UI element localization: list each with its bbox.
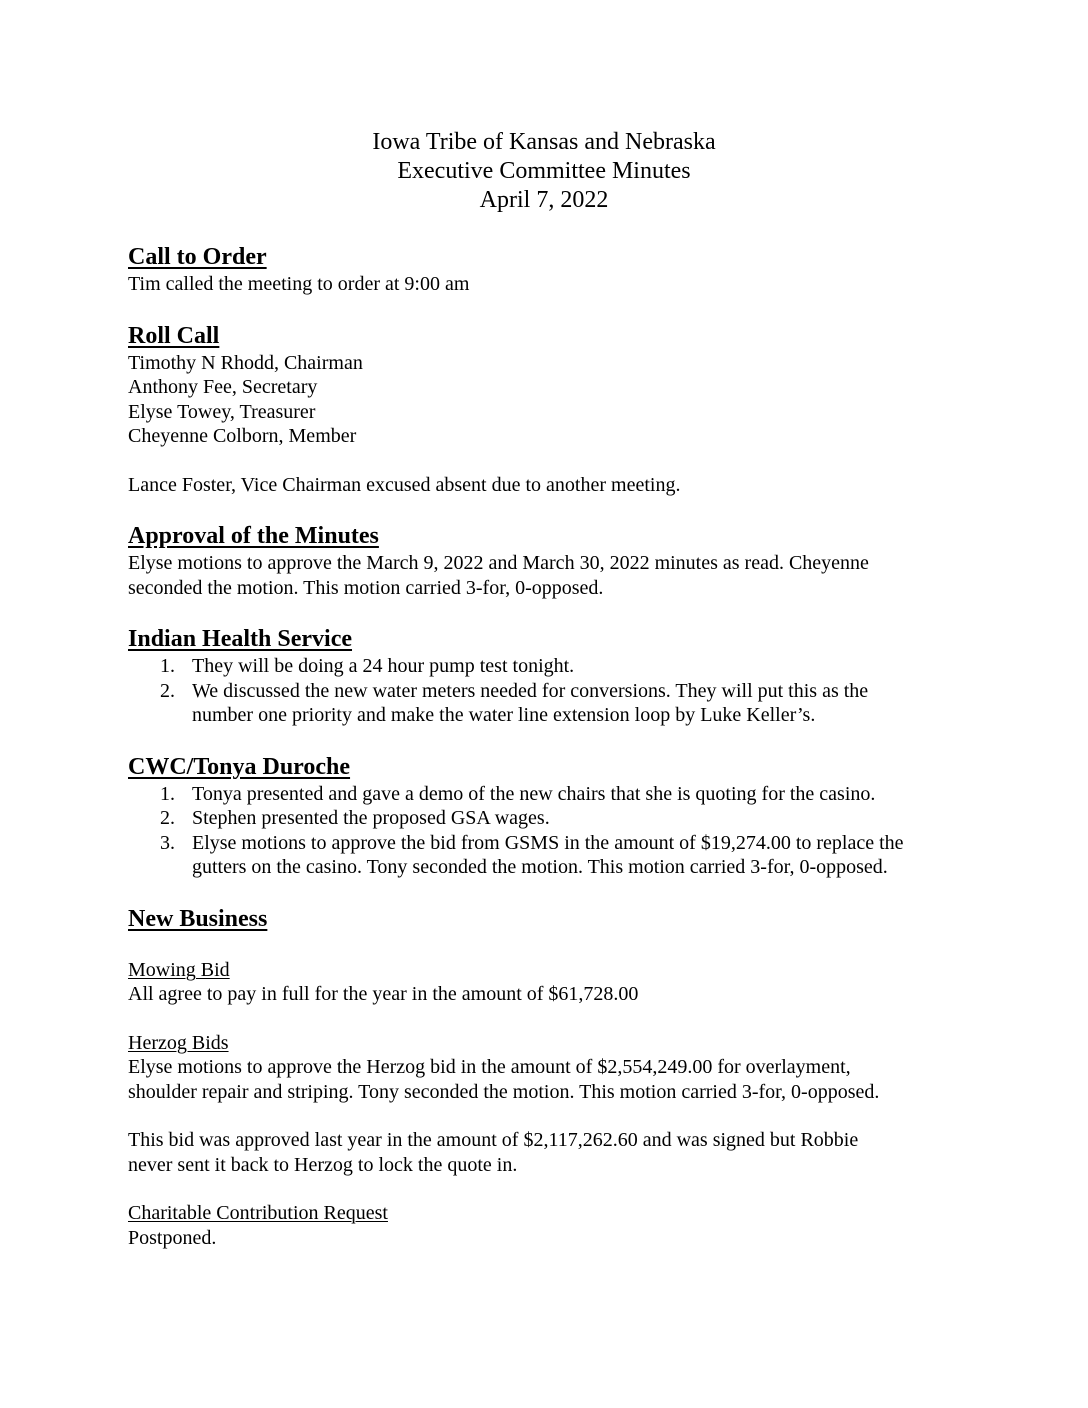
list-item-number: 1. (160, 782, 175, 805)
organization-name: Iowa Tribe of Kansas and Nebraska (372, 129, 716, 155)
roll-call-member: Elyse Towey, Treasurer (128, 400, 316, 423)
list-item (128, 679, 968, 728)
list-item (128, 654, 968, 679)
list-item-text: We discussed the new water meters needed for conversions. They will put this as the (192, 679, 869, 702)
document-title: Executive Committee Minutes (397, 158, 691, 184)
approval-text-line: Elyse motions to approve the March 9, 2022 and March 30, 2022 minutes as read. Cheyenne (128, 552, 869, 574)
herzog-bids-note-line: This bid was approved last year in the amount of $2,117,262.60 and was signed but Robbie (128, 1129, 859, 1151)
list-item-number: 1. (160, 655, 175, 677)
document-header (0, 128, 1088, 215)
roll-call-heading: Roll Call (128, 322, 220, 349)
herzog-bids-subheading: Herzog Bids (128, 1031, 229, 1054)
mowing-bid-text: All agree to pay in full for the year in the amount of $61,728.00 (128, 983, 639, 1005)
herzog-bids-text-line: Elyse motions to approve the Herzog bid in the amount of $2,554,249.00 for overlayment, (128, 1056, 851, 1078)
cwc-heading: CWC/Tonya Duroche (128, 753, 351, 780)
list-item-text: They will be doing a 24 hour pump test tonight. (192, 655, 575, 677)
call-to-order-heading: Call to Order (128, 244, 267, 270)
mowing-bid-subheading: Mowing Bid (128, 958, 230, 981)
list-item-number: 3. (160, 831, 175, 854)
list-item-number: 2. (160, 679, 175, 702)
herzog-bids-text-line: shoulder repair and striping. Tony seconded the motion. This motion carried 3-for, 0-opposed. (128, 1080, 880, 1103)
list-item-number: 2. (160, 807, 175, 829)
charitable-request-text: Postponed. (128, 1226, 217, 1249)
call-to-order-text: Tim called the meeting to order at 9:00 am (128, 273, 470, 295)
cwc-list (128, 782, 968, 880)
minutes-body (128, 242, 968, 1250)
approval-heading: Approval of the Minutes (128, 523, 379, 549)
list-item (128, 831, 968, 880)
list-item-text: gutters on the casino. Tony seconded the motion. This motion carried 3-for, 0-opposed. (192, 856, 888, 878)
new-business-heading: New Business (128, 905, 268, 932)
list-item (128, 782, 968, 807)
roll-call-member: Timothy N Rhodd, Chairman (128, 351, 363, 374)
roll-call-member: Anthony Fee, Secretary (128, 376, 318, 398)
charitable-request-subheading: Charitable Contribution Request (128, 1202, 388, 1224)
approval-text-line: seconded the motion. This motion carried 3-for, 0-opposed. (128, 576, 604, 599)
list-item-text: Stephen presented the proposed GSA wages. (192, 807, 550, 829)
herzog-bids-note-line: never sent it back to Herzog to lock the quote in. (128, 1153, 518, 1176)
roll-call-list (128, 351, 968, 449)
meeting-date: April 7, 2022 (479, 187, 609, 213)
list-item-text: number one priority and make the water line extension loop by Luke Keller’s. (192, 704, 816, 726)
list-item-text: Tonya presented and gave a demo of the new chairs that she is quoting for the casino. (192, 782, 876, 805)
ihs-heading: Indian Health Service (128, 626, 353, 652)
list-item-text: Elyse motions to approve the bid from GSMS in the amount of $19,274.00 to replace the (192, 831, 904, 854)
roll-call-absent: Lance Foster, Vice Chairman excused absent due to another meeting. (128, 473, 681, 496)
roll-call-member: Cheyenne Colborn, Member (128, 425, 357, 447)
list-item (128, 806, 968, 831)
ihs-list (128, 654, 968, 728)
